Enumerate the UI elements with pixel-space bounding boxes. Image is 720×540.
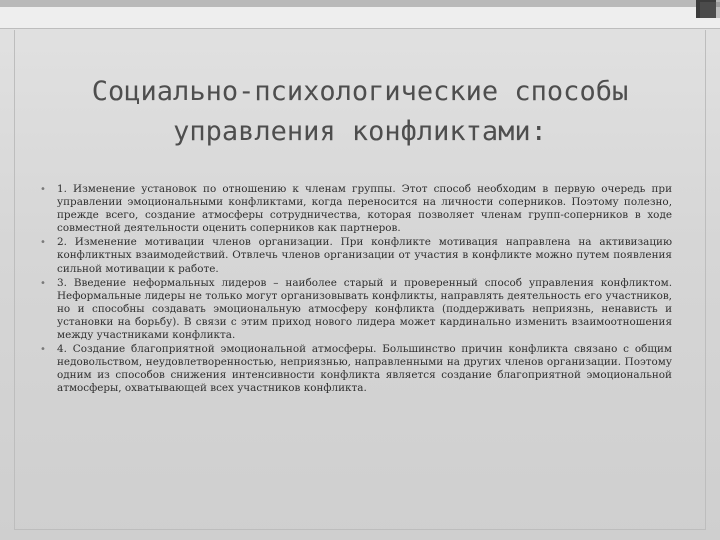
- top-decorative-band: [0, 7, 720, 28]
- list-item-text: 3. Введение неформальных лидеров – наиболее старый и проверенный способ управления конфликтом. Неформальные лидеры не только могут организовывать конфликты, направлять деятельность его участников, но и способны создавать эмоциональную атмосферу конфликта (поддерживать неприязнь, ненависть и установки на борьбу). В связи с этим приход нового лидера может кардинально изменить взаимоотношения между участниками конфликта.: [57, 276, 672, 342]
- slide-title: [40, 72, 680, 152]
- list-item-text: 2. Изменение мотивации членов организации. При конфликте мотивация направлена на активизацию конфликтных взаимодействий. Отвлечь членов организации от участия в конфликте можно путем появления сильной мотивации к работе.: [57, 236, 672, 275]
- list-item: [40, 236, 672, 275]
- list-item: [40, 343, 672, 395]
- list-item: [40, 277, 672, 342]
- bullet-icon: •: [40, 277, 46, 289]
- bullet-icon: •: [40, 184, 46, 195]
- list-item-text: 4. Создание благоприятной эмоциональной атмосферы. Большинство причин конфликта связано с общим недовольством, неудовлетворенностью, неприязнью, направленными на других членов организации. Поэтому одним из способов снижения интенсивности конфликта является создание благоприятной эмоциональной атмосферы, охватывающей всех участников конфликта.: [57, 343, 672, 395]
- corner-accent-shadow: [700, 2, 720, 18]
- header-divider: [0, 28, 720, 29]
- list-item: [40, 183, 672, 235]
- bullet-icon: •: [40, 237, 46, 249]
- top-decorative-bar: [0, 0, 720, 7]
- list-item-text: 1. Изменение установок по отношению к членам группы. Этот способ необходим в первую очередь при управлении эмоциональными конфликтами, когда переносится на личности соперников. Поэтому полезно, прежде всего, создание атмосферы сотрудничества, которая позволяет членам групп-соперников в ходе совместной деятельности оценить соперников как партнеров.: [57, 183, 672, 235]
- bullet-list: [40, 183, 672, 397]
- bullet-icon: •: [40, 344, 46, 356]
- slide-title-line-1: Социально-психологические способы: [91, 76, 629, 107]
- slide-title-line-2: управления конфликтами:: [173, 116, 547, 147]
